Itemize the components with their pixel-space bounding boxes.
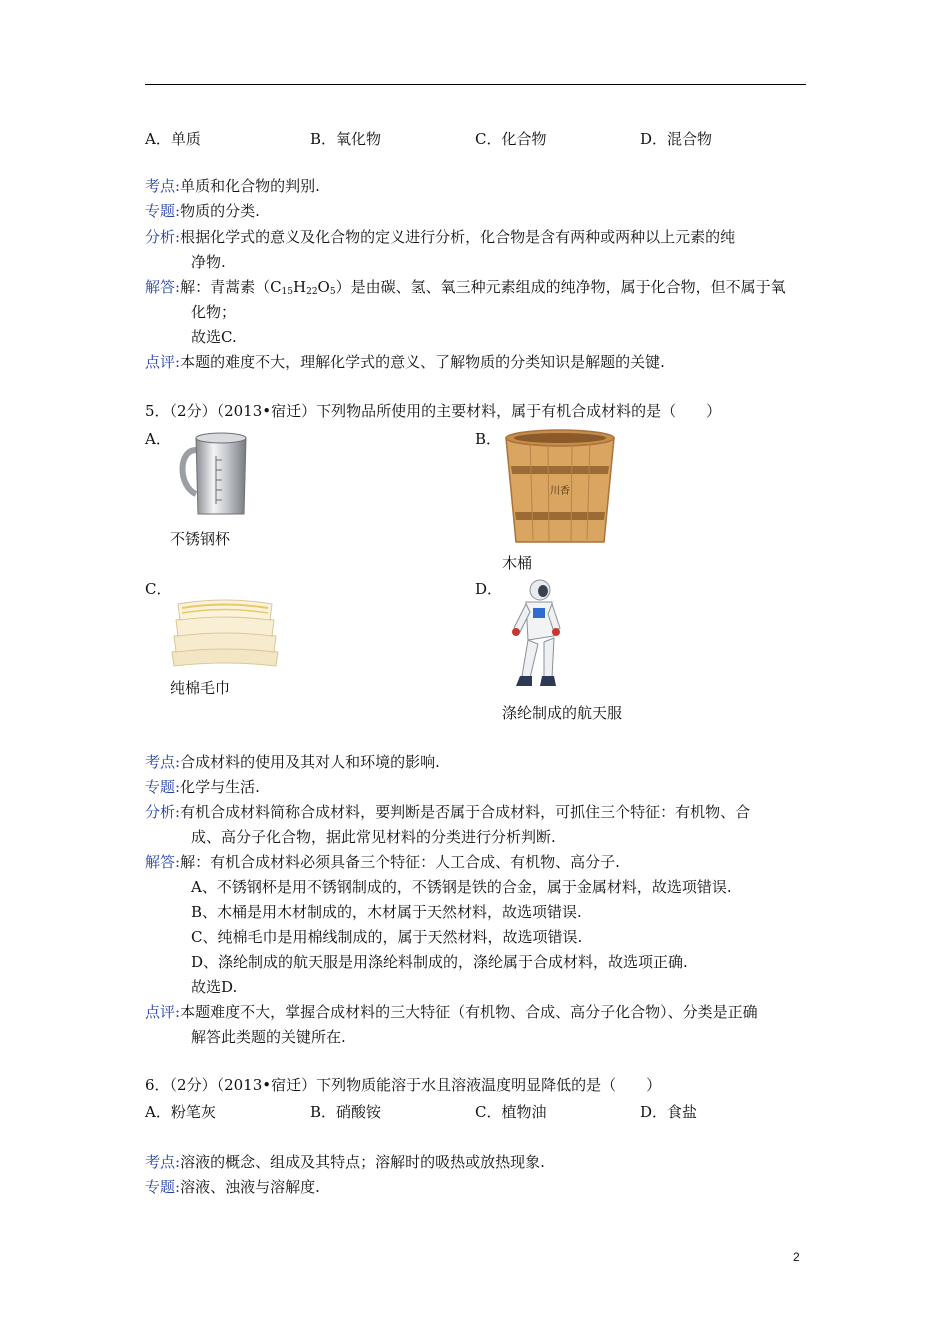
stainless-steel-cup-image <box>170 428 260 520</box>
q5-jieda-c: C、纯棉毛巾是用棉线制成的，属于天然材料，故选项错误. <box>191 928 583 946</box>
q5-option-d-letter: D． <box>475 580 503 598</box>
q5-option-a-caption: 不锈钢杯 <box>170 530 231 548</box>
q5-zhuanti: 专题:化学与生活. <box>145 778 260 796</box>
q5-option-b-caption: 木桶 <box>502 554 533 572</box>
q6-zhuanti: 专题:溶液、浊液与溶解度. <box>145 1178 320 1196</box>
spacesuit-image <box>500 578 564 692</box>
q4-kaodian: 考点:单质和化合物的判别. <box>145 177 320 195</box>
bucket-label: 川香 <box>550 486 570 497</box>
q5-option-d-caption: 涤纶制成的航天服 <box>502 704 623 722</box>
q6-option-a: A．粉笔灰 <box>145 1103 216 1121</box>
q6-kaodian: 考点:溶液的概念、组成及其特点；溶解时的吸热或放热现象. <box>145 1153 545 1171</box>
cotton-towel-image <box>168 596 282 670</box>
q5-option-c-letter: C． <box>145 580 172 598</box>
q5-jieda: 解答:解：有机合成材料必须具备三个特征：人工合成、有机物、高分子. <box>145 853 620 871</box>
q4-jieda-answer: 故选C. <box>191 328 237 346</box>
wooden-bucket-image <box>500 426 620 548</box>
q4-jieda: 解答:解：青蒿素$(C_{15}H_{22}O_5)$是由碳、氢、氧三种元素组成的纯净物，属于化合物，但不属于氧 <box>145 278 786 297</box>
q4-option-c: C．化合物 <box>475 130 547 148</box>
q5-stem: 5．（2分）（2013•宿迁）下列物品所使用的主要材料，属于有机合成材料的是（ ） <box>145 402 722 420</box>
q5-fenxi-cont: 成、高分子化合物，据此常见材料的分类进行分析判断. <box>191 828 556 846</box>
q5-dianping-cont: 解答此类题的关键所在. <box>191 1028 346 1046</box>
q5-jieda-b: B、木桶是用木材制成的，木材属于天然材料，故选项错误. <box>191 903 582 921</box>
q5-option-a-letter: A． <box>145 430 171 448</box>
q6-stem: 6．（2分）（2013•宿迁）下列物质能溶于水且溶液温度明显降低的是（ ） <box>145 1076 662 1094</box>
q4-option-a: A．单质 <box>145 130 201 148</box>
q5-option-c-caption: 纯棉毛巾 <box>170 679 231 697</box>
q4-zhuanti: 专题:物质的分类. <box>145 202 260 220</box>
q4-jieda-cont: 化物； <box>191 303 237 321</box>
q5-jieda-answer: 故选D. <box>191 978 238 996</box>
q5-kaodian: 考点:合成材料的使用及其对人和环境的影响. <box>145 753 440 771</box>
page-number: 2 <box>793 1250 800 1264</box>
q5-jieda-d: D、涤纶制成的航天服是用涤纶料制成的，涤纶属于合成材料，故选项正确. <box>191 953 688 971</box>
q4-dianping: 点评:本题的难度不大，理解化学式的意义、了解物质的分类知识是解题的关键. <box>145 353 665 371</box>
q4-fenxi: 分析:根据化学式的意义及化合物的定义进行分析，化合物是含有两种或两种以上元素的纯 <box>145 228 736 246</box>
q5-dianping: 点评:本题难度不大，掌握合成材料的三大特征（有机物、合成、高分子化合物）、分类是正确 <box>145 1003 758 1021</box>
q5-jieda-a: A、不锈钢杯是用不锈钢制成的，不锈钢是铁的合金，属于金属材料，故选项错误. <box>191 878 732 896</box>
q6-option-b: B．硝酸铵 <box>310 1103 382 1121</box>
q6-option-c: C．植物油 <box>475 1103 547 1121</box>
q5-option-b-letter: B． <box>475 430 502 448</box>
q4-fenxi-cont: 净物. <box>191 253 226 271</box>
q6-option-d: D．食盐 <box>640 1103 698 1121</box>
header-rule <box>145 84 806 85</box>
q5-fenxi: 分析:有机合成材料简称合成材料，要判断是否属于合成材料，可抓住三个特征：有机物、合 <box>145 803 751 821</box>
q4-option-d: D．混合物 <box>640 130 713 148</box>
q4-option-b: B．氧化物 <box>310 130 382 148</box>
